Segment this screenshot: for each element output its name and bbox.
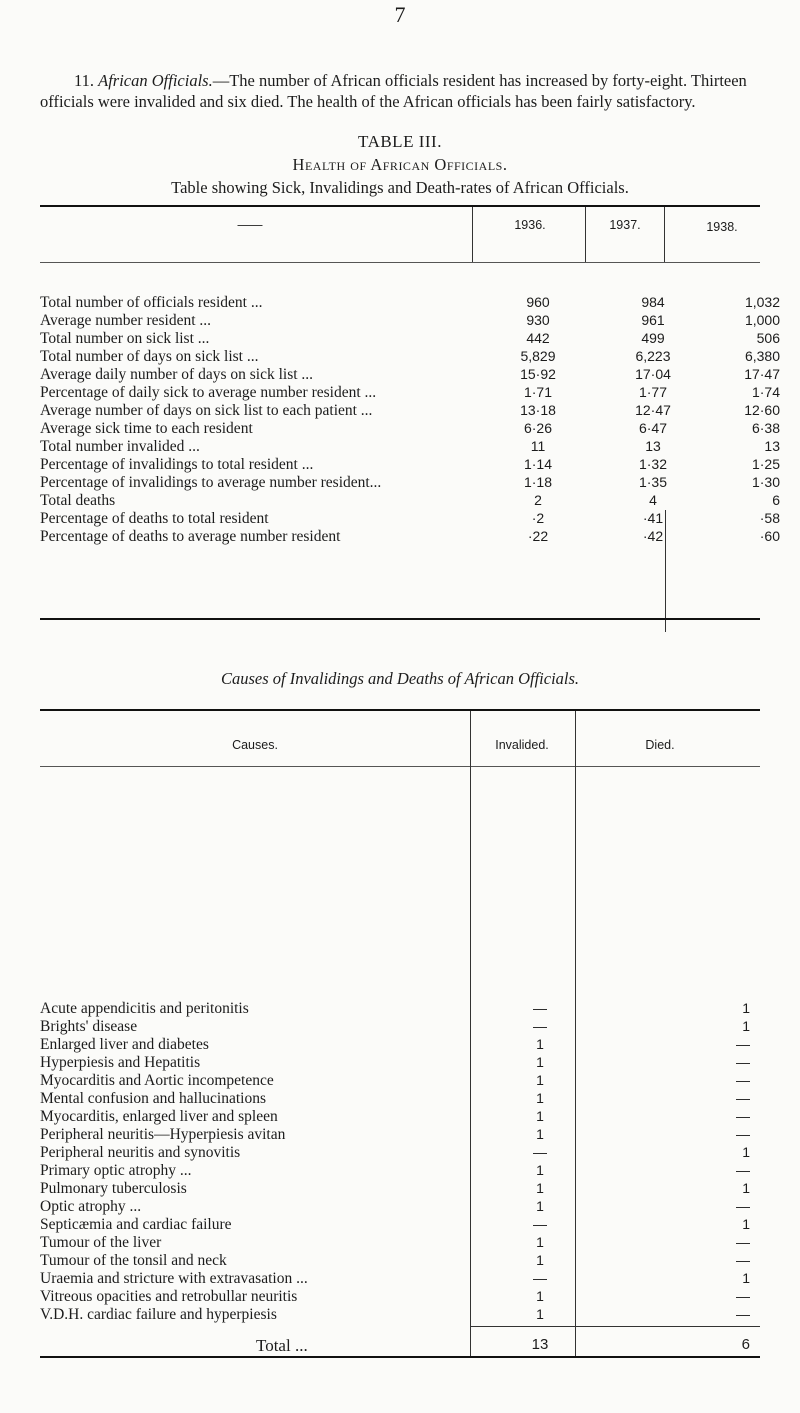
causes-top-rule bbox=[40, 709, 760, 711]
table3-header-blank: —— bbox=[237, 218, 263, 232]
section-text: —The number of African officials resident has increased by forty-eight. Thirteen officials were invalided and six died. The health of the African officials has been fairly satisfactory. bbox=[40, 71, 747, 111]
section-number: 11. bbox=[74, 71, 95, 90]
total-died: 6 bbox=[741, 1336, 750, 1353]
causes-col-divider bbox=[470, 711, 471, 1356]
table3-header-1936: 1936. bbox=[514, 218, 546, 232]
section-heading: African Officials. bbox=[98, 71, 213, 90]
total-invalided: 13 bbox=[531, 1336, 549, 1353]
total-label: Total ... bbox=[256, 1336, 308, 1355]
table-title: TABLE III. bbox=[358, 132, 442, 151]
page-number: 7 bbox=[394, 2, 406, 27]
section-paragraph bbox=[40, 70, 770, 112]
causes-table-title: Causes of Invalidings and Deaths of African Officials. bbox=[220, 669, 580, 688]
causes-header-rule bbox=[40, 766, 760, 767]
causes-header-invalided: Invalided. bbox=[495, 738, 549, 752]
causes-total-rule bbox=[470, 1326, 760, 1327]
table-description: Table showing Sick, Invalidings and Death-rates of African Officials. bbox=[171, 178, 629, 197]
causes-header-causes: Causes. bbox=[232, 738, 278, 752]
causes-bottom-rule bbox=[40, 1356, 760, 1358]
table3-bottom-rule bbox=[40, 618, 760, 620]
table3-header-1937: 1937. bbox=[609, 218, 641, 232]
table-subtitle: Health of African Officials. bbox=[292, 155, 508, 174]
table3-top-rule bbox=[40, 205, 760, 207]
table3-col-divider bbox=[585, 207, 586, 262]
table3-col-divider bbox=[664, 207, 665, 262]
table3-col-divider bbox=[472, 207, 473, 262]
table3-header-1938: 1938. bbox=[706, 220, 738, 234]
table3-header-rule bbox=[40, 262, 760, 263]
causes-header-died: Died. bbox=[645, 738, 675, 752]
